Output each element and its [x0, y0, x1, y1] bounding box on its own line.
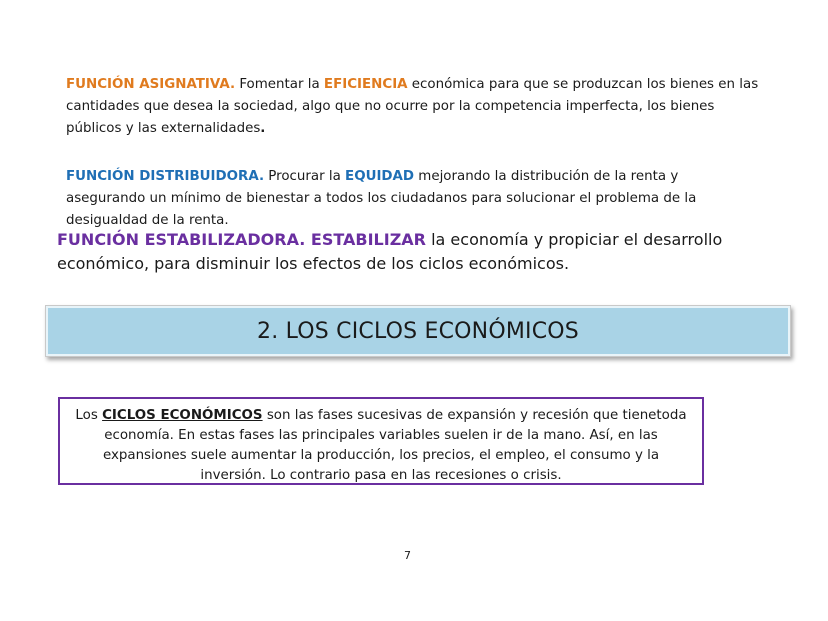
section-banner — [45, 305, 791, 357]
text: Procurar la — [264, 169, 346, 184]
text: son las fases sucesivas de expansión y recesión que tienetoda economía. En estas fases las principales variables suelen ir de la mano. Así, en las expansiones suele aumentar la producción, los precios, el empleo, el consumo y la inversión. Lo contrario pasa en las recesiones o crisis. — [102, 408, 687, 483]
paragraph-funcion-estabilizadora — [57, 228, 777, 276]
label-funcion-distribuidora: FUNCIÓN DISTRIBUIDORA. — [66, 169, 265, 184]
paragraph-funcion-asignativa — [66, 74, 766, 140]
definition-box — [58, 397, 704, 485]
text: económica para que se produzcan los bienes en las cantidades que desea la sociedad, algo que no ocurre por la competencia imperfecta, los bienes públicos y las externalidades — [66, 77, 759, 136]
paragraph-funcion-distribuidora — [66, 166, 756, 232]
text: . — [260, 121, 266, 136]
text: Fomentar la — [235, 77, 324, 92]
label-funcion-asignativa: FUNCIÓN ASIGNATIVA. — [66, 77, 236, 92]
page-number: 7 — [404, 549, 411, 562]
label-funcion-estabilizadora: FUNCIÓN ESTABILIZADORA. ESTABILIZAR — [57, 230, 426, 249]
keyword-eficiencia: EFICIENCIA — [323, 77, 408, 92]
text: la economía y propiciar el desarrollo económico, para disminuir los efectos de los ciclos económicos. — [57, 230, 723, 273]
text: Los — [75, 408, 103, 423]
keyword-equidad: EQUIDAD — [345, 169, 415, 184]
text: mejorando la distribución de la renta y asegurando un mínimo de bienestar a todos los ciudadanos para solucionar el problema de la desigualdad de la renta. — [66, 169, 697, 228]
keyword-ciclos-economicos: CICLOS ECONÓMICOS — [102, 408, 263, 423]
section-title: 2. LOS CICLOS ECONÓMICOS — [257, 318, 579, 344]
